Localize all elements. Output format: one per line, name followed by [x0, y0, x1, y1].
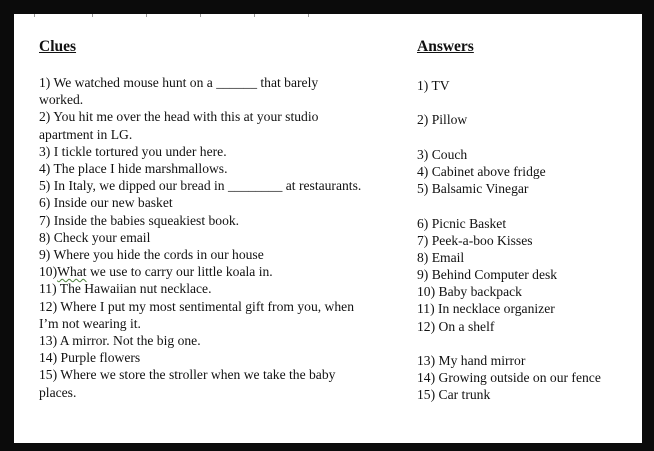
answer-item: 1) TV [417, 78, 450, 93]
answer-item: 12) On a shelf [417, 318, 495, 334]
answer-item: 11) In necklace organizer [417, 301, 555, 317]
clue-item: 6) Inside our new basket [39, 195, 173, 211]
answer-item: 9) Behind Computer desk [417, 267, 558, 283]
clue-item: 15) Where we store the stroller when we take the baby places. [39, 367, 336, 400]
answer-item: 7) Peek-a-boo Kisses [417, 232, 533, 248]
answer-item: 3) Couch [417, 146, 468, 162]
answer-item: 10) Baby backpack [417, 284, 522, 300]
answer-item: 8) Email [417, 249, 465, 265]
clue-item: 8) Check your email [39, 229, 151, 245]
document-page [14, 14, 642, 443]
answer-item: 14) Growing outside on our fence [417, 370, 601, 386]
answers-list [417, 77, 632, 404]
answer-item: 4) Cabinet above fridge [417, 163, 546, 179]
clues-list [39, 74, 364, 401]
answer-spacer [417, 197, 632, 214]
clue-item: 12) Where I put my most sentimental gift from you, when I’m not wearing it. [39, 298, 354, 331]
ruler-tick [34, 14, 35, 17]
clue-item: 7) Inside the babies squeakiest book. [39, 212, 240, 228]
clue-item: 2) You hit me over the head with this at your studio apartment in LG. [39, 109, 319, 142]
clue-item: 9) Where you hide the cords in our house [39, 247, 264, 263]
ruler-tick [92, 14, 93, 17]
answer-spacer [417, 129, 632, 146]
ruler-tick [200, 14, 201, 17]
answers-heading: Answers [417, 38, 474, 55]
clue-item: 11) The Hawaiian nut necklace. [39, 281, 212, 297]
clue-item: 4) The place I hide marshmallows. [39, 161, 228, 177]
spellcheck-flagged-word: What [57, 264, 87, 280]
clues-heading: Clues [39, 38, 77, 55]
answer-item: 5) Balsamic Vinegar [417, 181, 529, 197]
ruler-tick [308, 14, 309, 17]
clue-number: 10) [39, 264, 58, 280]
answer-spacer [417, 335, 632, 352]
clue-item: 3) I tickle tortured you under here. [39, 143, 227, 159]
answer-item: 15) Car trunk [417, 387, 491, 403]
clue-item: 13) A mirror. Not the big one. [39, 333, 201, 349]
clue-text: we use to carry our little koala in. [86, 264, 273, 280]
answer-item: 13) My hand mirror [417, 353, 526, 368]
answer-item: 2) Pillow [417, 112, 468, 128]
answer-spacer [417, 94, 632, 111]
clue-item: 1) We watched mouse hunt on a ______ that barely worked. [39, 75, 319, 108]
ruler-tick [146, 14, 147, 17]
ruler-tick [254, 14, 255, 17]
answer-item: 6) Picnic Basket [417, 215, 507, 231]
clue-item: 14) Purple flowers [39, 350, 141, 366]
clue-item: 5) In Italy, we dipped our bread in ________ at restaurants. [39, 178, 362, 194]
clue-item [39, 263, 364, 280]
